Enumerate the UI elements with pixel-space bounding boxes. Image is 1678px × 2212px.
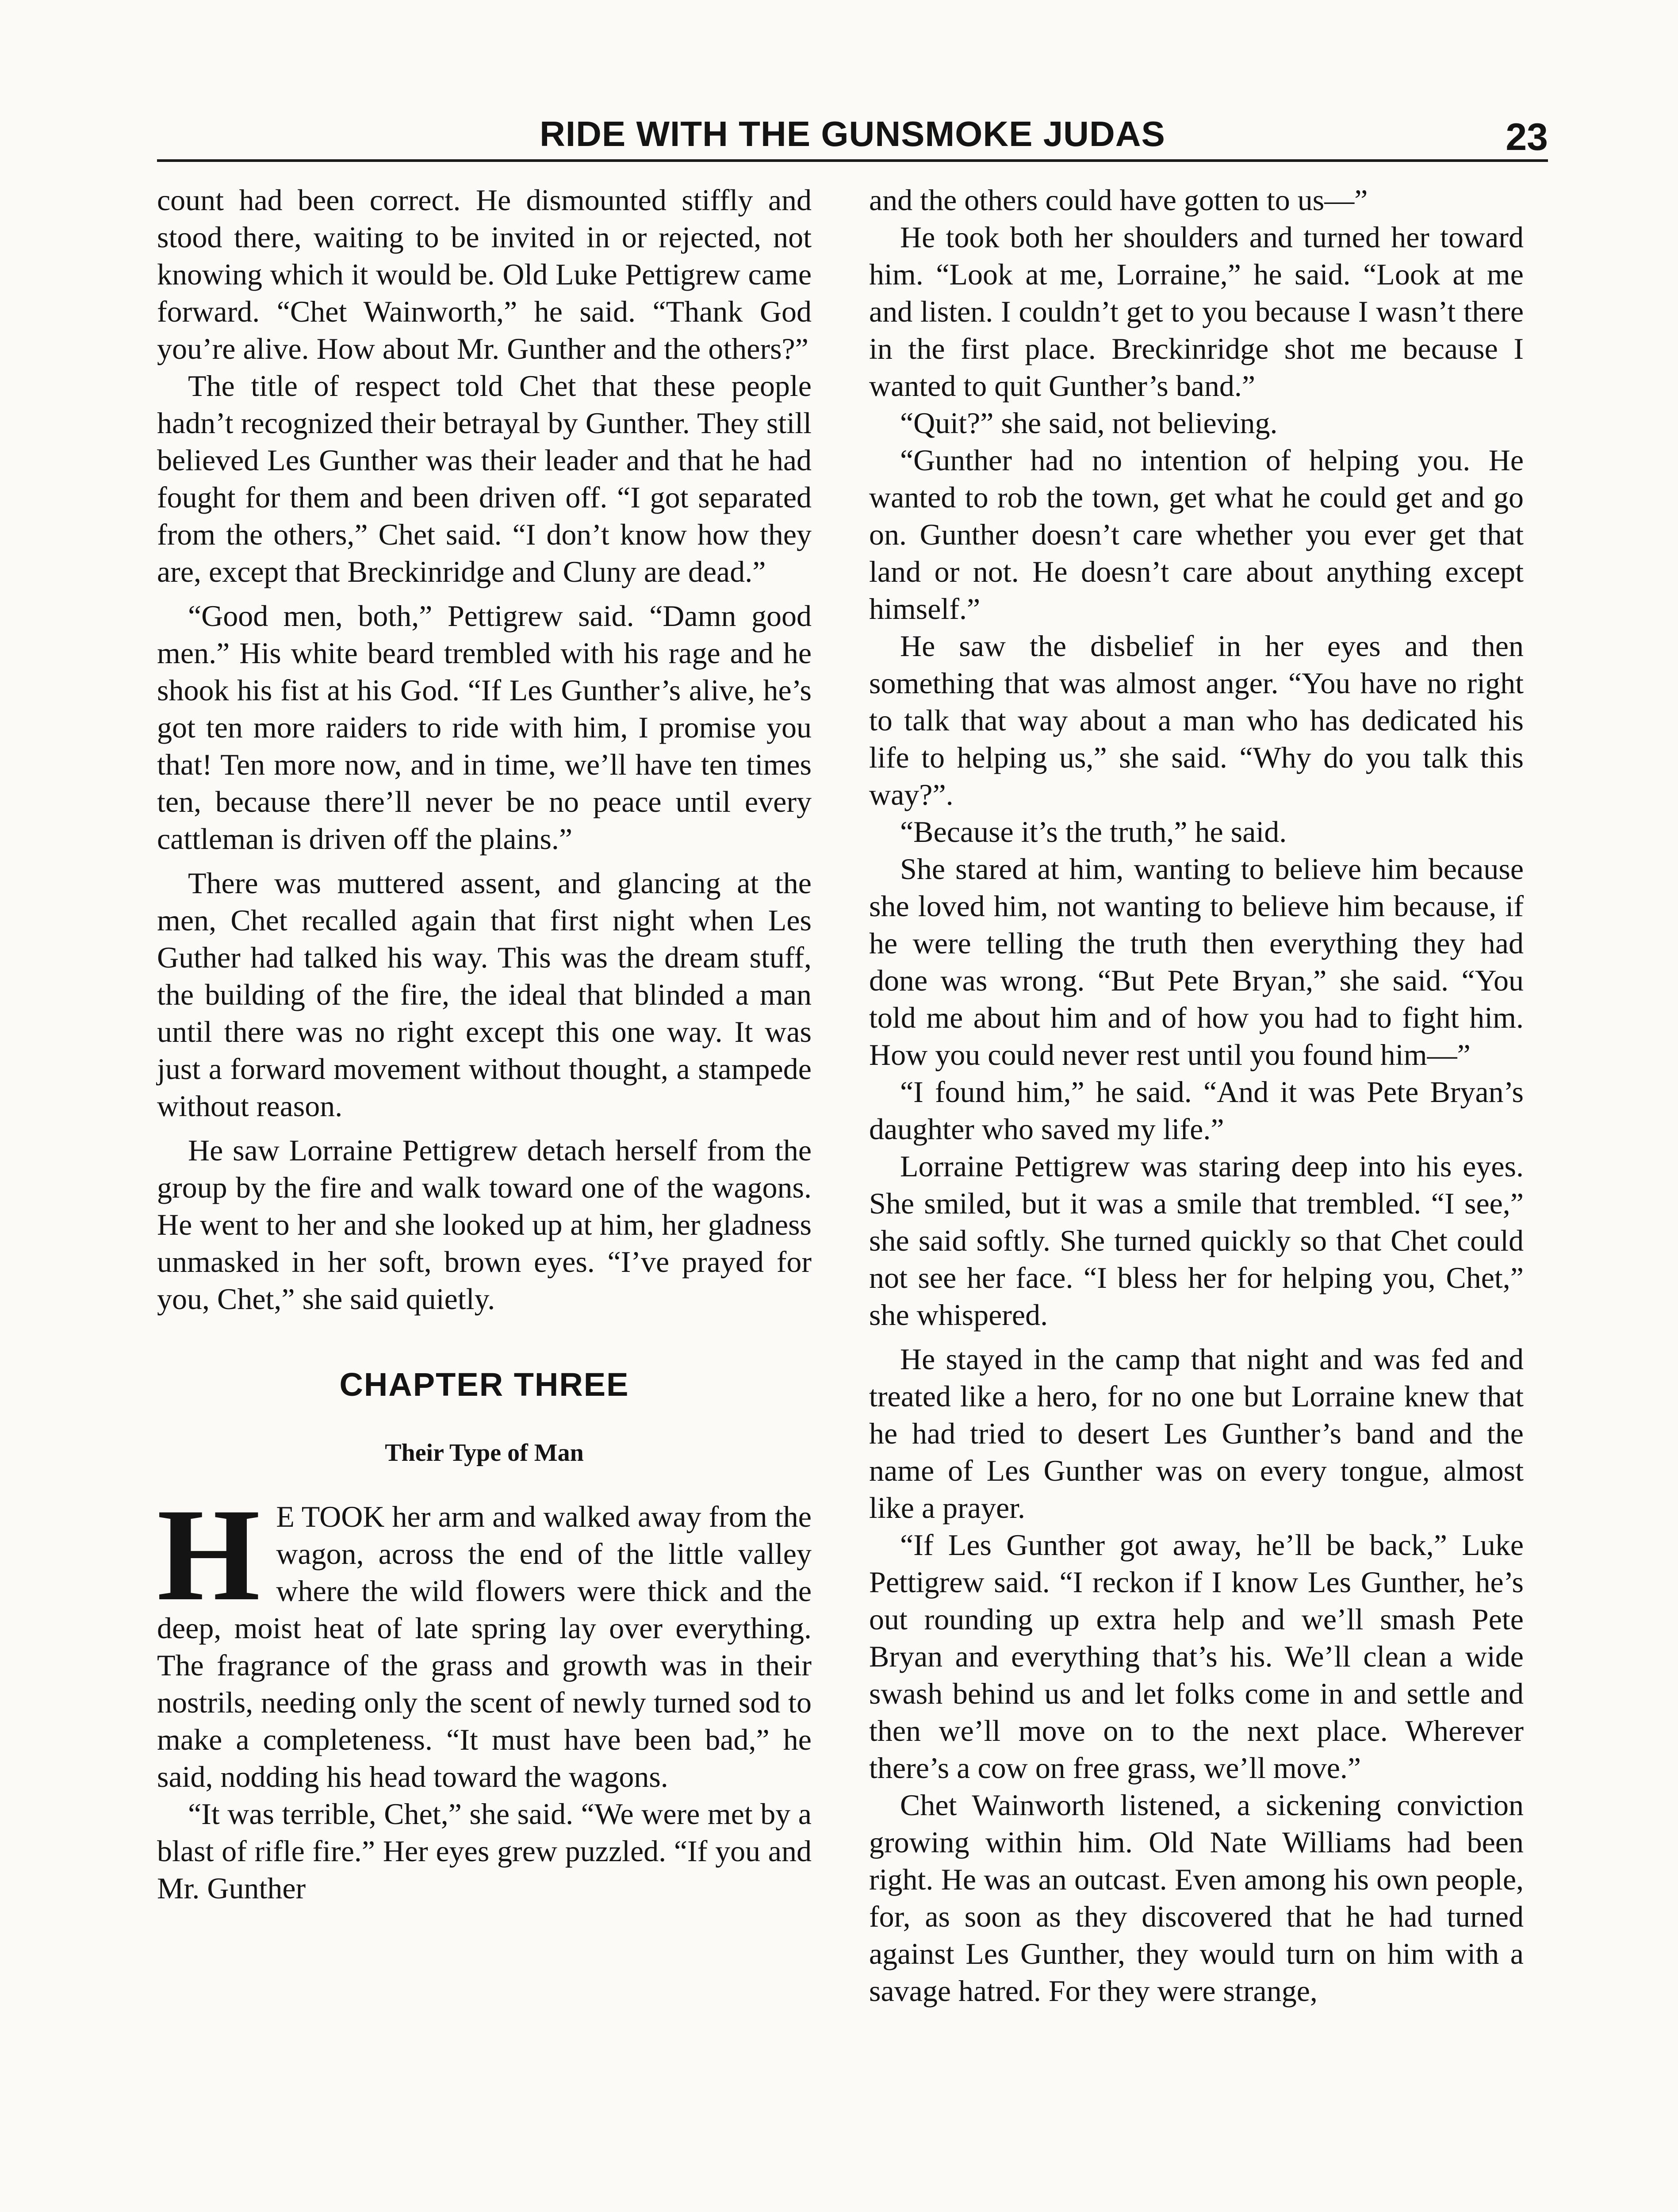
paragraph: She stared at him, wanting to believe him because she loved him, not wanting to believe him because, if he were telling the truth then everything they had done was wrong. “But Pete Bryan,” she said. “You told me about him and of how you had to fight him. How you could never rest until you found him—” <box>869 852 1524 1071</box>
paragraph: and the others could have gotten to us—” <box>869 183 1368 217</box>
paragraph: He saw Lorraine Pettigrew detach herself from the group by the fire and walk toward one of the wagons. He went to her and she looked up at him, her gladness unmasked in her soft, brown eyes. “I’ve prayed for you, Chet,” she said quietly. <box>157 1133 812 1316</box>
dropcap-paragraph-text: E TOOK her arm and walked away from the wagon, across the end of the little valley where the wild flowers were thick and the deep, moist heat of late spring lay over everything. The fragrance of the grass and growth was in their nostrils, needing only the scent of newly turned sod to make a completeness. “It must have been bad,” he said, nodding his head toward the wagons. <box>157 1500 812 1793</box>
header-rule <box>157 159 1548 162</box>
drop-cap: H <box>157 1481 261 1628</box>
paragraph: He stayed in the camp that night and was fed and treated like a hero, for no one but Lorraine knew that he had tried to desert Les Gunther’s band and the name of Les Gunther was on every tongue, almost like a prayer. <box>869 1342 1524 1525</box>
right-column <box>869 181 1524 2009</box>
paragraph: He saw the disbelief in her eyes and then something that was almost anger. “You have no right to talk that way about a man who has dedicated his life to helping us,” she said. “Why do you talk this way?”. <box>869 629 1524 811</box>
paragraph: count had been correct. He dismounted stiffly and stood there, waiting to be invited in or rejected, not knowing which it would be. Old Luke Pettigrew came forward. “Chet Wainworth,” he said. “Thank God you’re alive. How about Mr. Gunther and the others?” <box>157 183 812 365</box>
left-column <box>157 181 812 1907</box>
dropcap-paragraph <box>157 1481 812 1795</box>
paragraph: “Because it’s the truth,” he said. <box>900 815 1287 849</box>
paragraph: Chet Wainworth listened, a sickening conviction growing within him. Old Nate Williams had been right. He was an outcast. Even among his own people, for, as soon as they discovered that he had turned against Les Gunther, they would turn on him with a savage hatred. For they were strange, <box>869 1788 1524 2008</box>
paragraph: He took both her shoulders and turned her toward him. “Look at me, Lorraine,” he said. “Look at me and listen. I couldn’t get to you because I wasn’t there in the first place. Breckinridge shot me because I wanted to quit Gunther’s band.” <box>869 220 1524 403</box>
paragraph: “It was terrible, Chet,” she said. “We were met by a blast of rifle fire.” Her eyes grew puzzled. “If you and Mr. Gunther <box>157 1797 812 1905</box>
paragraph: “I found him,” he said. “And it was Pete Bryan’s daughter who saved my life.” <box>869 1075 1524 1146</box>
paragraph: “Gunther had no intention of helping you. He wanted to rob the town, get what he could get and go on. Gunther doesn’t care whether you ever get that land or not. He doesn’t care about anything except himself.” <box>869 443 1524 626</box>
paragraph: Lorraine Pettigrew was staring deep into his eyes. She smiled, but it was a smile that trembled. “I see,” she said softly. She turned quickly so that Chet could not see her face. “I bless her for helping you, Chet,” she whispered. <box>869 1149 1524 1332</box>
chapter-subtitle: Their Type of Man <box>385 1439 584 1467</box>
paragraph: “Quit?” she said, not believing. <box>900 406 1278 440</box>
paragraph: There was muttered assent, and glancing at the men, Chet recalled again that first night when Les Guther had talked his way. This was the dream stuff, the building of the fire, the ideal that blinded a man until there was no right except this one way. It was just a forward movement without thought, a stampede without reason. <box>157 866 812 1123</box>
paragraph: “Good men, both,” Pettigrew said. “Damn good men.” His white beard trembled with his rage and he shook his fist at his God. “If Les Gunther’s alive, he’s got ten more raiders to ride with him, I promise you that! Ten more now, and in time, we’ll have ten times ten, because there’ll never be no peace until every cattleman is driven off the plains.” <box>157 599 812 856</box>
paragraph: The title of respect told Chet that these people hadn’t recognized their betrayal by Gunther. They still believed Les Gunther was their leader and that he had fought for them and been driven off. “I got separated from the others,” Chet said. “I don’t know how they are, except that Breckinridge and Cluny are dead.” <box>157 369 812 588</box>
running-head: RIDE WITH THE GUNSMOKE JUDAS <box>540 114 1165 154</box>
paragraph: “If Les Gunther got away, he’ll be back,” Luke Pettigrew said. “I reckon if I know Les Gunther, he’s out rounding up extra help and we’ll smash Pete Bryan and everything that’s his. We’ll clean a wide swash behind us and let folks come in and settle and then we’ll move on to the next place. Wherever there’s a cow on free grass, we’ll move.” <box>869 1528 1524 1785</box>
page-number: 23 <box>1506 116 1548 158</box>
chapter-heading: CHAPTER THREE <box>339 1366 629 1403</box>
page-header <box>157 108 1548 161</box>
